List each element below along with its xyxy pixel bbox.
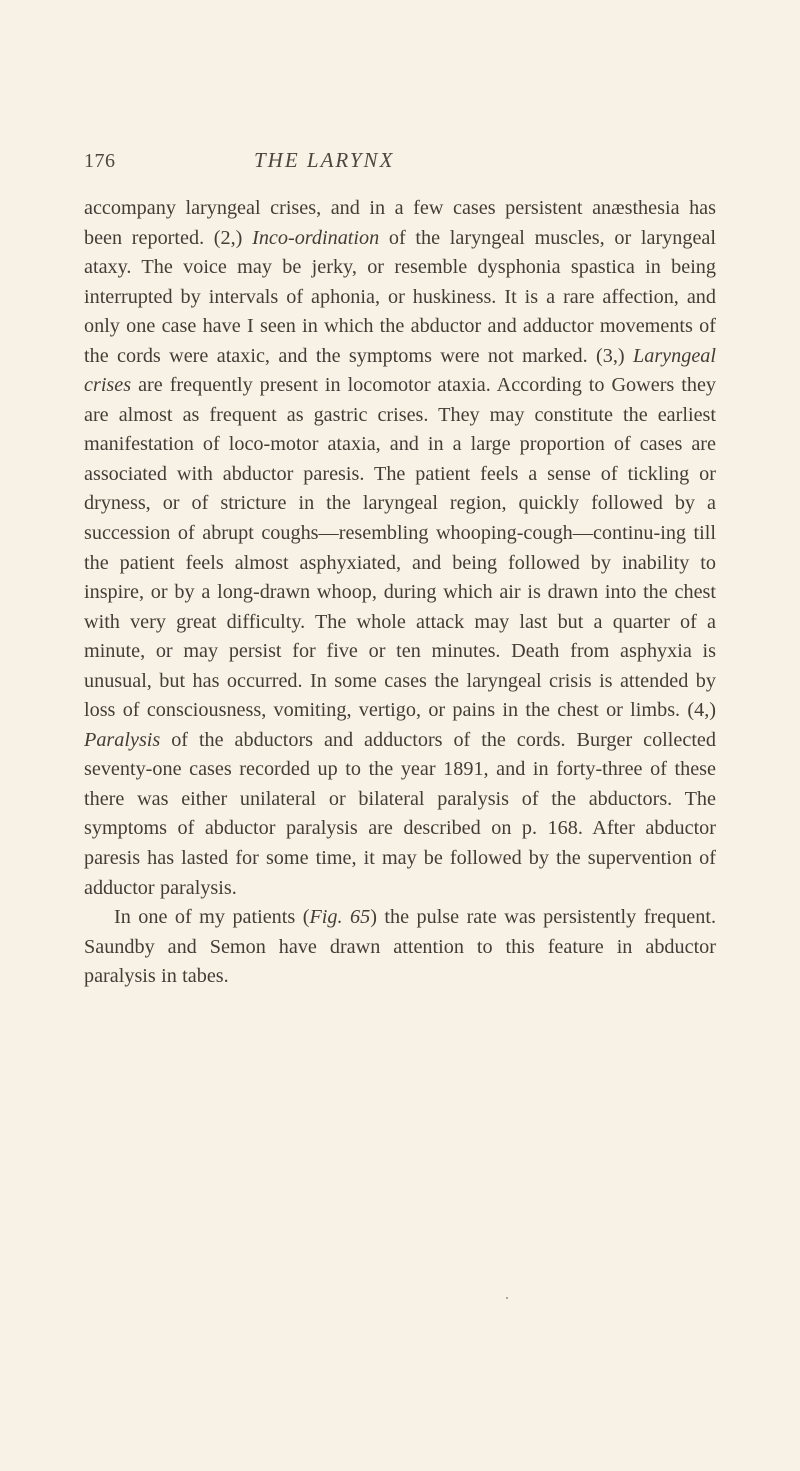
page-number: 176 <box>84 150 116 172</box>
running-title: THE LARYNX <box>254 148 395 172</box>
page-body <box>84 194 716 992</box>
running-head <box>84 150 716 194</box>
paragraph-1 <box>84 194 716 903</box>
paragraph-2-text-1: In one of my patients ( <box>114 906 310 929</box>
print-speck <box>506 1297 508 1299</box>
paragraph-1-text-3: are frequently present in locomotor ataxia. According to Gowers they are almost as frequent as gastric crises. They may constitute the earliest manifestation of loco-motor ataxia, and in a large proportion of cases are associated with abductor paresis. The patient feels a sense of tickling or dryness, or of stricture in the laryngeal region, quickly followed by a succession of abrupt coughs—resembling whooping-cough—continu-ing till the patient feels almost asphyxiated, and being followed by inability to inspire, or by a long-drawn whoop, during which air is drawn into the chest with very great difficulty. The whole attack may last but a quarter of a minute, or may persist for five or ten minutes. Death from asphyxia is unusual, but has occurred. In some cases the laryngeal crisis is attended by loss of consciousness, vomiting, vertigo, or pains in the chest or limbs. (4,) <box>84 374 716 722</box>
paragraph-2 <box>84 903 716 992</box>
inco-ordination-term: Inco-ordination <box>252 226 380 249</box>
paralysis-term: Paralysis <box>84 728 161 751</box>
paragraph-1-text-1: accompany laryngeal crises, and in a few cases persistent anæsthesia has been reported. (2,) <box>84 197 716 249</box>
paragraph-1-text-4: of the abductors and adductors of the cords. Burger collected seventy-one cases recorded up to the year 1891, and in forty-three of these there was either unilateral or bilateral paralysis of the abductors. The symptoms of abductor paralysis are described on p. 168. After abductor paresis has lasted for some time, it may be followed by the supervention of adductor paralysis. <box>84 728 716 899</box>
laryngeal-crises-term: Laryngeal crises <box>84 344 716 397</box>
paragraph-1-text-2: of the laryngeal muscles, or laryngeal ataxy. The voice may be jerky, or resemble dysphonia spastica in being interrupted by intervals of aphonia, or huskiness. It is a rare affection, and only one case have I seen in which the abductor and adductor movements of the cords were ataxic, and the symptoms were not marked. (3,) <box>84 226 716 367</box>
paragraph-2-text-2: ) the pulse rate was persistently frequent. Saundby and Semon have drawn attention to this feature in abductor paralysis in tabes. <box>84 906 717 988</box>
figure-reference: Fig. 65 <box>309 906 371 929</box>
